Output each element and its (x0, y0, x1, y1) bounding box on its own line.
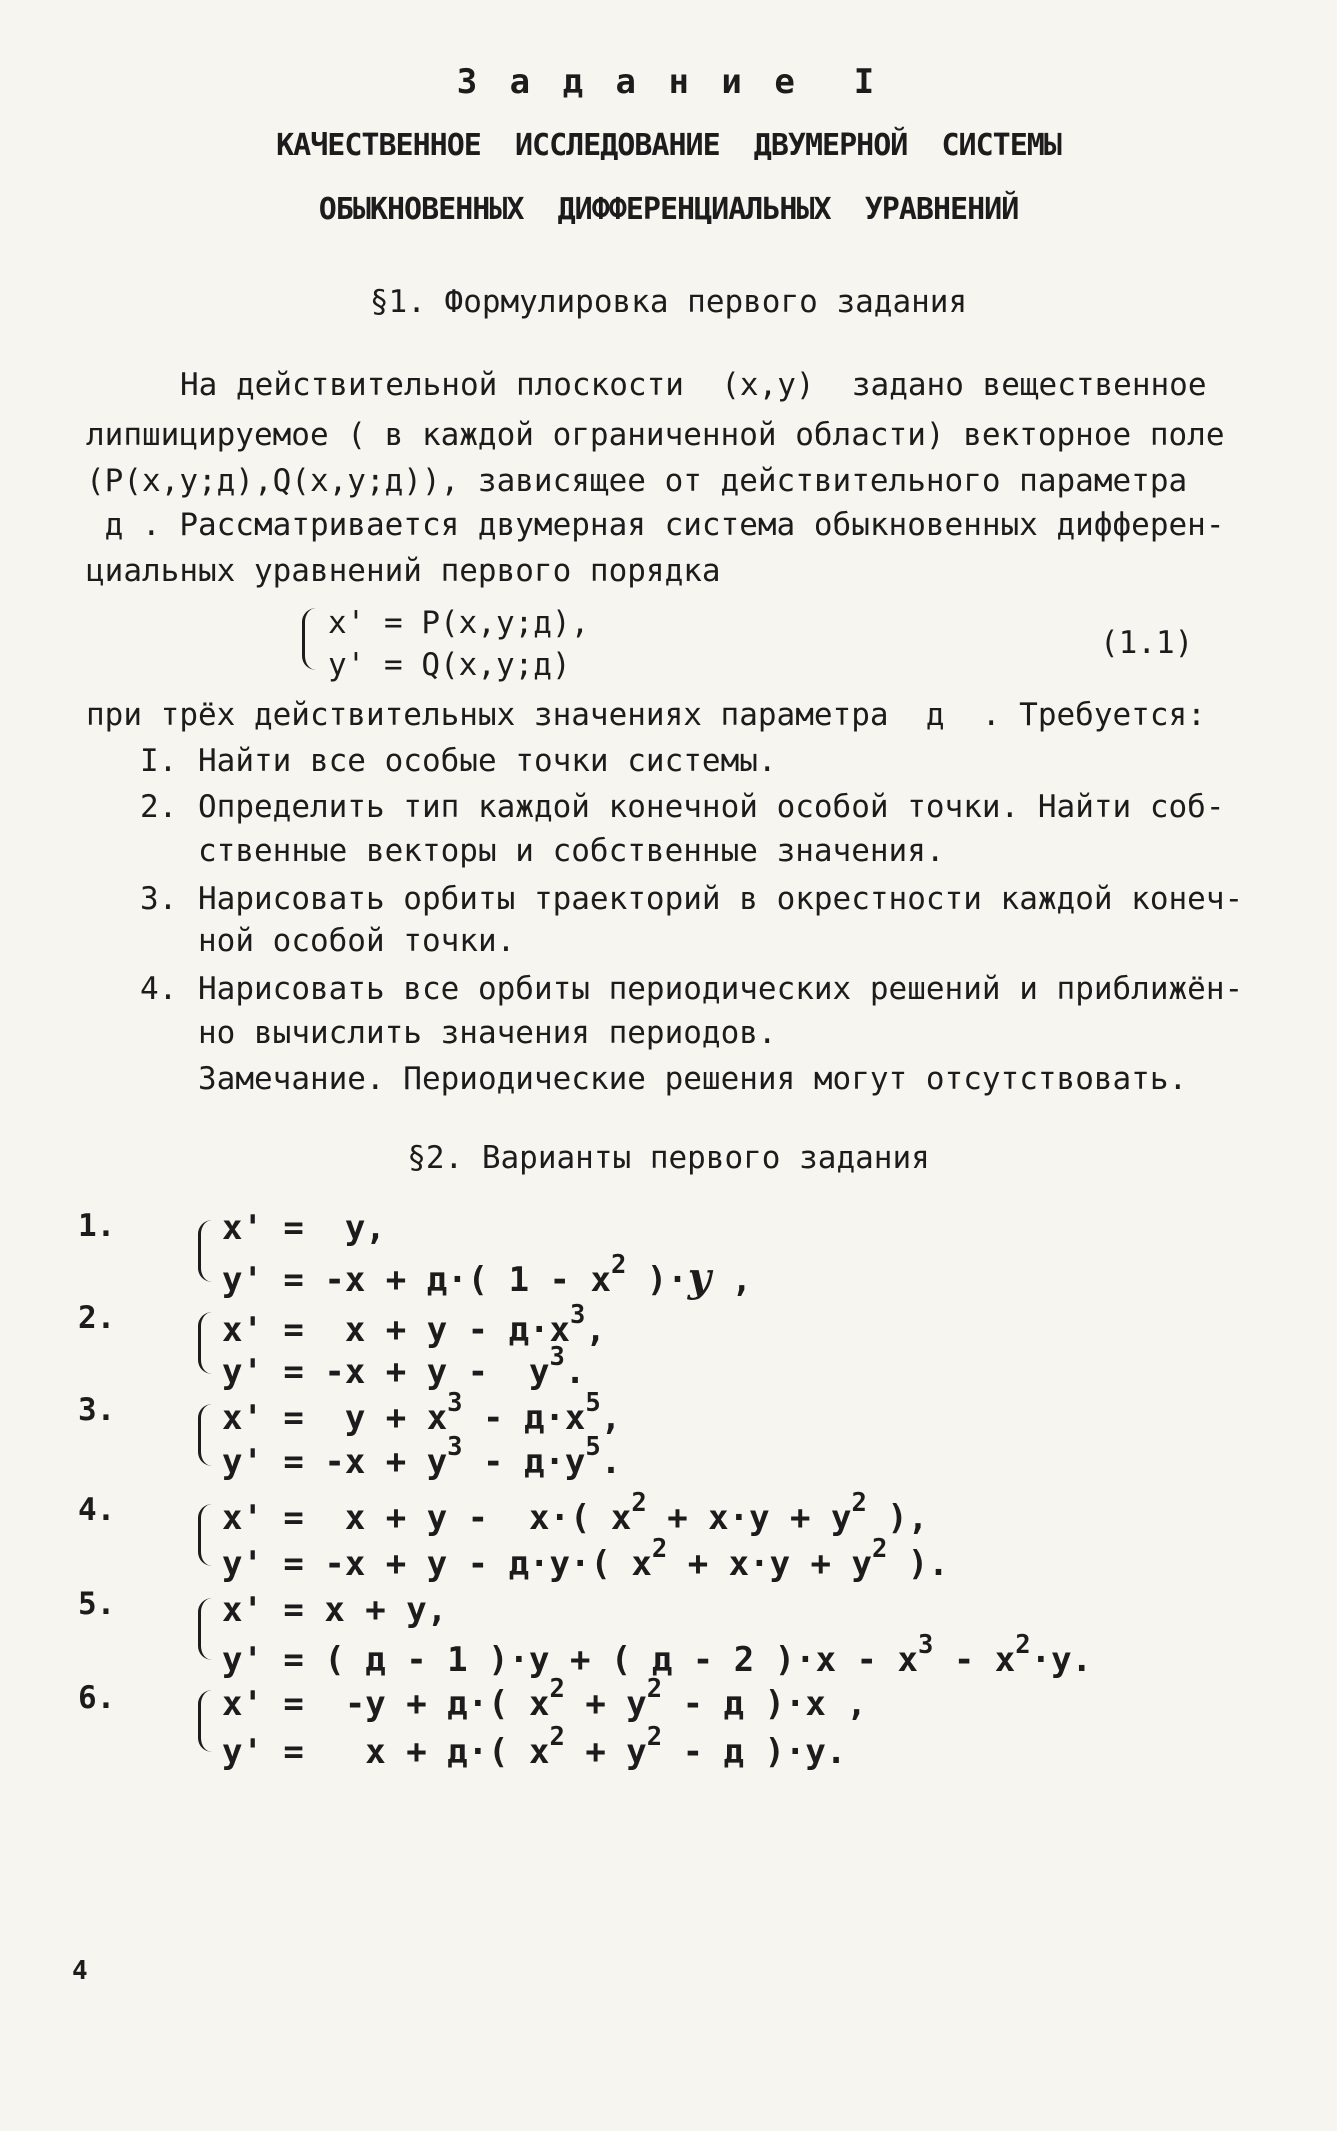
handwritten-y: y (687, 1254, 711, 1301)
item-text: ственные векторы и собственные значения. (198, 833, 945, 869)
item-number: 4. (140, 971, 178, 1007)
variant-number: 6. (78, 1680, 116, 1716)
remark: Замечание. Периодические решения могут отсутствовать. (198, 1061, 1188, 1097)
item-text: Найти все особые точки системы. (198, 743, 777, 779)
paragraph-line: (P(x,y;д),Q(x,y;д)), зависящее от действительного параметра (86, 463, 1188, 499)
variant-eq-x: x' = x + y, (222, 1590, 448, 1630)
paragraph-line: На действительной плоскости (x,y) задано вещественное (180, 367, 1207, 403)
paragraph-line: при трёх действительных значениях параметра д . Требуется: (86, 697, 1206, 733)
assignment-title: З а д а н и е I (456, 62, 881, 102)
variant-eq-y: y' = ( д - 1 )·y + ( д - 2 )$\cdot x - x^3 - x^2\cdot y$. (222, 1630, 1093, 1680)
variant-eq-x: x' = -y + д·( $x^2 + y^2 - д$ )·x , (222, 1674, 867, 1724)
variant-eq-x: $x' = y + x^3 - д\cdot x^5$, (222, 1388, 622, 1438)
section2-heading: §2. Варианты первого задания (407, 1140, 930, 1176)
item-text: Нарисовать все орбиты периодических решений и приближён- (198, 971, 1244, 1007)
variant-brace (198, 1404, 213, 1466)
system-brace (302, 608, 317, 670)
page-number: 4 (72, 1956, 88, 1986)
variant-brace (198, 1312, 213, 1374)
variant-brace (198, 1220, 213, 1282)
paragraph-line: липшицируемое ( в каждой ограниченной области) векторное поле (86, 417, 1225, 453)
paragraph-line: д . Рассматривается двумерная система обыкновенных дифферен- (86, 507, 1225, 543)
title-line-2: ОБЫКНОВЕННЫХ ДИФФЕРЕНЦИАЛЬНЫХ УРАВНЕНИЙ (318, 192, 1019, 227)
item-text: ной особой точки. (198, 923, 516, 959)
variant-eq-x: $x' = x + y - д\cdot x^3$, (222, 1300, 606, 1350)
title-line-1: КАЧЕСТВЕННОЕ ИССЛЕДОВАНИЕ ДВУМЕРНОЙ СИСТЕМЫ (276, 128, 1061, 163)
variant-number: 1. (78, 1208, 116, 1244)
variant-number: 2. (78, 1300, 116, 1336)
variant-eq-y: $y' = -x + y - y^3$. (222, 1342, 586, 1392)
variant-number: 3. (78, 1392, 116, 1428)
item-text: но вычислить значения периодов. (198, 1015, 777, 1051)
variant-eq-y: y' = -x + д·( $1 - x^2$ )·y , (222, 1250, 752, 1301)
variant-brace (198, 1598, 213, 1660)
variant-brace (198, 1504, 213, 1566)
variant-eq-y: y' = x + д·( $x^2 + y^2 - д$ )·y. (222, 1722, 847, 1772)
variant-eq-x: x' = x + y - x·( $x^2 + x\cdot y + y^2$ ), (222, 1488, 929, 1538)
system-eq-x: x' = P(x,y;д), (328, 605, 590, 641)
variant-eq-y: y' = -x + y - д·y·( $x^2 + x\cdot y + y^2$ ). (222, 1534, 949, 1584)
item-text: Определить тип каждой конечной особой точки. Найти соб- (198, 789, 1225, 825)
variant-number: 4. (78, 1492, 116, 1528)
equation-label: (1.1) (1100, 625, 1194, 661)
variant-number: 5. (78, 1586, 116, 1622)
variant-brace (198, 1690, 213, 1752)
variant-eq-y: $y' = -x + y^3 - д\cdot y^5$. (222, 1432, 622, 1482)
item-number: I. (140, 743, 178, 779)
section1-heading: §1. Формулировка первого задания (369, 284, 968, 320)
item-number: 2. (140, 789, 178, 825)
system-eq-y: y' = Q(x,y;д) (328, 647, 571, 683)
variant-eq-x: x' = y, (222, 1208, 386, 1248)
item-number: 3. (140, 881, 178, 917)
paragraph-line: циальных уравнений первого порядка (86, 553, 721, 589)
item-text: Нарисовать орбиты траекторий в окрестности каждой конеч- (198, 881, 1244, 917)
